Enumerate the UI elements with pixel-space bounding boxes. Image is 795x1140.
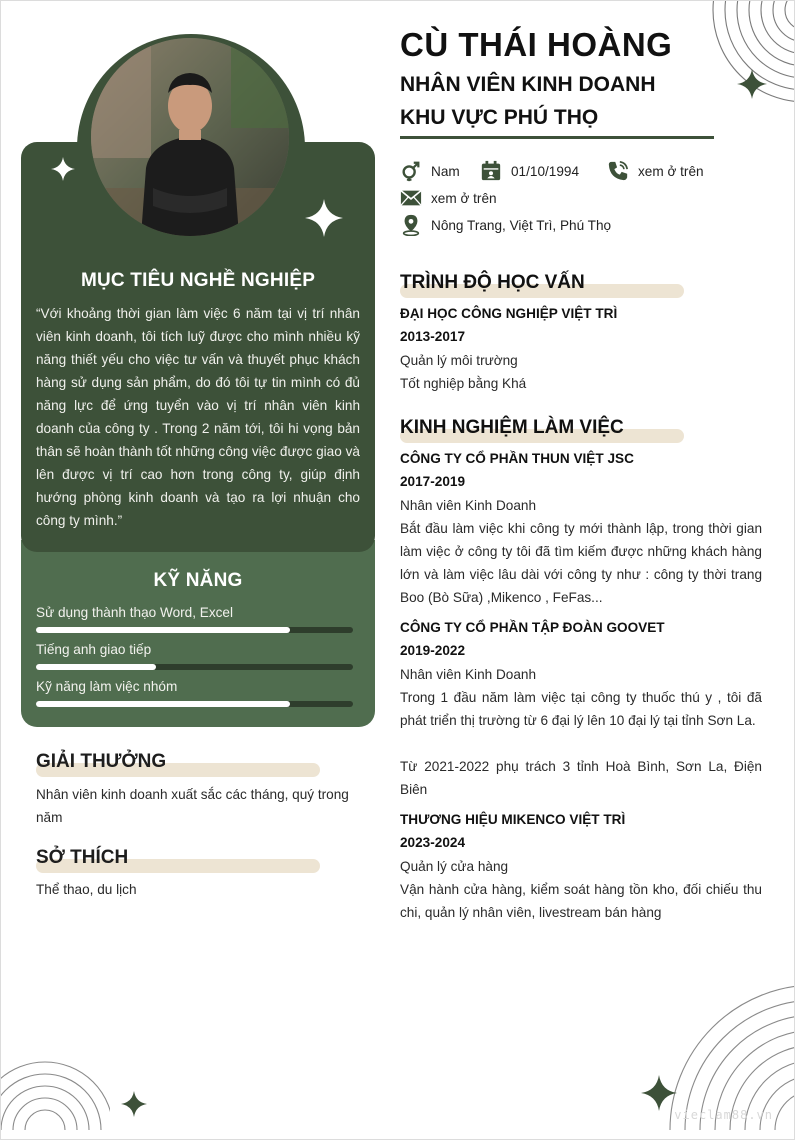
address-value: Nông Trang, Việt Trì, Phú Thọ (431, 217, 612, 233)
sparkle-icon-bottom-right (641, 1075, 677, 1111)
education-years: 2013-2017 (400, 329, 466, 344)
objective-title: MỤC TIÊU NGHỀ NGHIỆP (80, 270, 316, 291)
email-info (400, 187, 497, 209)
education-grade: Tốt nghiệp bằng Khá (400, 376, 527, 391)
experience-title (400, 417, 624, 439)
sparkle-icon-left (51, 157, 75, 181)
job-description-extra: Từ 2021-2022 phụ trách 3 tỉnh Hoà Bình, Sơn La, Điện Biên (400, 759, 762, 797)
sparkle-icon-bottom-left (121, 1091, 147, 1117)
job-description: Bắt đầu làm việc khi công ty mới thành lập, trong thời gian làm việc ở công ty tôi đã tìm kiếm được những khách hàng lớn và làm việc lâu dài với công ty như : công ty thời trang Boo (Bò Sữa) ,Mikenco , FeFas... (400, 521, 762, 605)
phone-value: xem ở trên (638, 163, 704, 179)
skill-track (36, 701, 353, 707)
job-position: Nhân viên Kinh Doanh (400, 667, 537, 682)
job-years: 2017-2019 (400, 474, 466, 489)
title-divider (400, 136, 714, 139)
job-company: CÔNG TY CỔ PHẦN THUN VIỆT JSC (400, 451, 634, 466)
skill-item (36, 678, 353, 707)
job-description: Trong 1 đầu năm làm việc tại công ty thuốc thú y , tôi đã phát triển thị trường từ 6 đại lý lên 10 đại lý tại tỉnh Sơn La. (400, 690, 762, 728)
decorative-arcs-bottom-left (0, 1050, 110, 1130)
job-years: 2019-2022 (400, 643, 466, 658)
education-major: Quản lý môi trường (400, 353, 518, 368)
location-pin-icon (400, 214, 422, 236)
awards-title (36, 751, 166, 773)
phone-icon (607, 160, 629, 182)
email-value: xem ở trên (431, 190, 497, 206)
skill-level-bar (36, 627, 290, 633)
skill-track (36, 664, 353, 670)
gender-icon (400, 160, 422, 182)
gender-info (400, 160, 460, 182)
phone-info (607, 160, 704, 182)
envelope-icon (400, 187, 422, 209)
candidate-role-line1: NHÂN VIÊN KINH DOANH (400, 73, 656, 96)
job-company: THƯƠNG HIỆU MIKENCO VIỆT TRÌ (400, 812, 626, 827)
job-years: 2023-2024 (400, 835, 466, 850)
dob-info (480, 160, 579, 182)
skill-item (36, 604, 353, 633)
gender-value: Nam (431, 163, 460, 179)
job-position: Quản lý cửa hàng (400, 859, 509, 874)
education-title (400, 272, 585, 294)
sparkle-icon-right (305, 199, 343, 237)
education-school: ĐẠI HỌC CÔNG NGHIỆP VIỆT TRÌ (400, 306, 618, 321)
education-title-text: TRÌNH ĐỘ HỌC VẤN (400, 272, 585, 293)
skill-name: Kỹ năng làm việc nhóm (36, 679, 178, 694)
calendar-icon (480, 160, 502, 182)
skill-name: Tiếng anh giao tiếp (36, 642, 152, 657)
watermark: vieclam88.vn (674, 1108, 773, 1122)
skills-title: KỸ NĂNG (153, 570, 243, 591)
objective-text: “Với khoảng thời gian làm việc 6 năm tại vị trí nhân viên kinh doanh, tôi tích luỹ được cho mình nhiều kỹ năng thiết yếu cho việc tư vấn và thuyết phục khách hàng sử dụng sản phẩm, do đó tôi tự tin mình có đủ năng lực để ứng tuyển vào vị trí nhân viên kinh doanh của công ty . Trong 2 năm tới, tôi hi vọng bản thân sẽ hoàn thành tốt những công việc được giao và lên được vị trí cao hơn trong công ty, giúp định hướng phòng kinh doanh và tạo ra lợi nhuận cho công ty mình.” (36, 306, 360, 528)
skill-level-bar (36, 701, 290, 707)
profile-photo (91, 38, 289, 236)
skill-track (36, 627, 353, 633)
hobbies-title (36, 847, 128, 869)
candidate-name: CÙ THÁI HOÀNG (400, 26, 673, 63)
skill-level-bar (36, 664, 156, 670)
hobbies-title-text: SỞ THÍCH (36, 847, 129, 868)
job-description: Vận hành cửa hàng, kiểm soát hàng tồn kho, đối chiếu thu chi, quản lý nhân viên, livestream bán hàng (400, 882, 762, 920)
job-company: CÔNG TY CỔ PHẦN TẬP ĐOÀN GOOVET (400, 620, 665, 635)
candidate-role-line2: KHU VỰC PHÚ THỌ (400, 106, 599, 129)
skill-name: Sử dụng thành thạo Word, Excel (36, 605, 234, 620)
address-info (400, 214, 611, 236)
sparkle-icon-top-right (737, 69, 767, 99)
job-position: Nhân viên Kinh Doanh (400, 498, 537, 513)
skill-item (36, 641, 353, 670)
awards-title-text: GIẢI THƯỞNG (36, 751, 167, 772)
awards-text: Nhân viên kinh doanh xuất sắc các tháng, quý trong năm (36, 787, 349, 825)
experience-title-text: KINH NGHIỆM LÀM VIỆC (400, 417, 624, 438)
dob-value: 01/10/1994 (511, 163, 580, 179)
hobbies-text: Thể thao, du lịch (36, 882, 137, 897)
